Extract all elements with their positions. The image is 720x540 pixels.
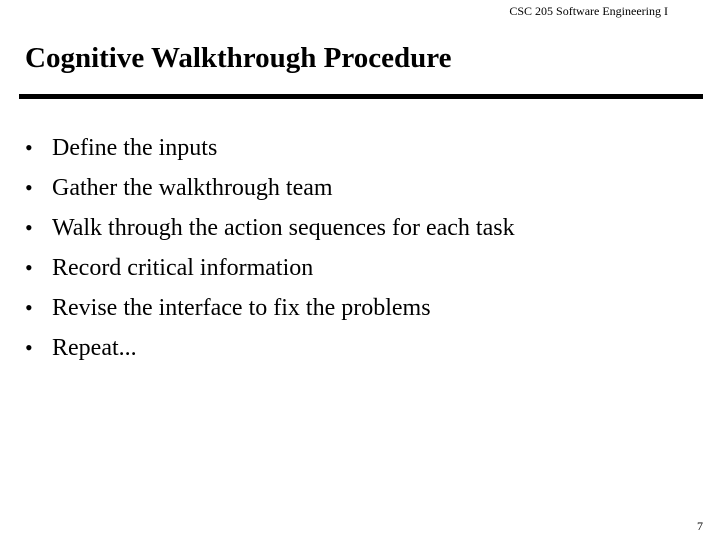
bullet-icon: •	[25, 335, 33, 360]
bullet-icon: •	[25, 135, 33, 160]
list-item	[25, 328, 515, 368]
slide-title: Cognitive Walkthrough Procedure	[25, 42, 452, 74]
bullet-text: Revise the interface to fix the problems	[52, 294, 431, 321]
page-number: 7	[697, 519, 703, 533]
course-header: CSC 205 Software Engineering I	[509, 4, 668, 18]
bullet-icon: •	[25, 215, 33, 240]
bullet-text: Define the inputs	[52, 134, 218, 161]
bullet-icon: •	[25, 175, 33, 200]
bullet-text: Repeat...	[52, 334, 137, 361]
title-divider	[19, 94, 703, 99]
bullet-text: Record critical information	[52, 254, 314, 281]
list-item	[25, 248, 515, 288]
bullet-text: Gather the walkthrough team	[52, 174, 333, 201]
bullet-icon: •	[25, 255, 33, 280]
list-item	[25, 288, 515, 328]
bullet-icon: •	[25, 295, 33, 320]
list-item	[25, 168, 515, 208]
bullet-list	[25, 128, 515, 368]
list-item	[25, 128, 515, 168]
list-item	[25, 208, 515, 248]
bullet-text: Walk through the action sequences for each task	[52, 214, 515, 241]
